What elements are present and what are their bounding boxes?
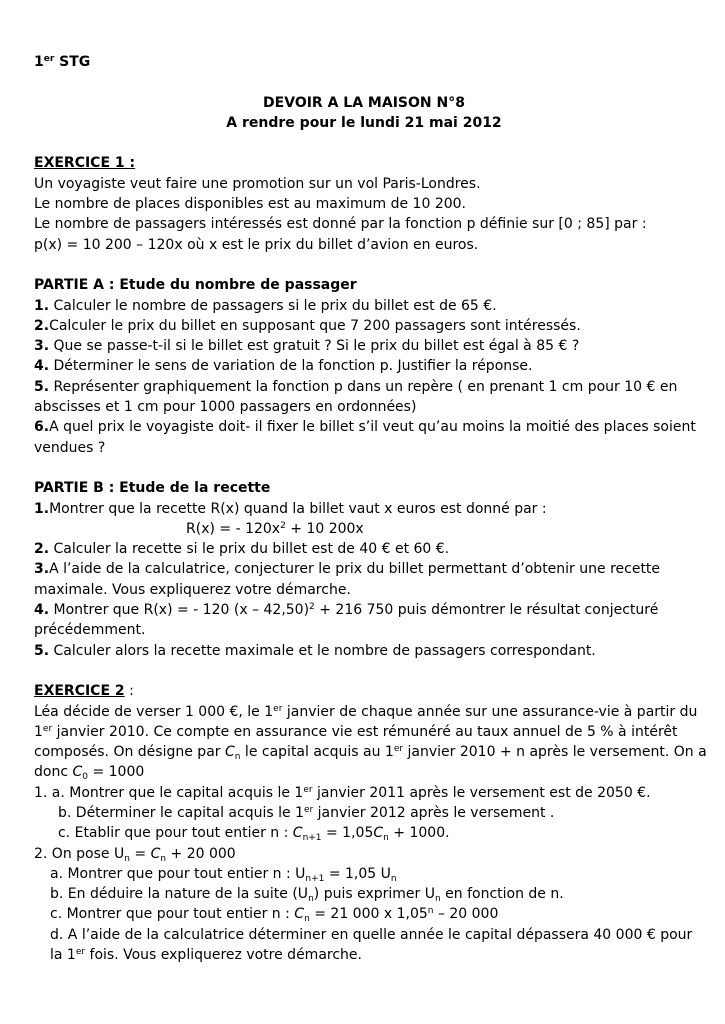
ordinal-sup: er: [273, 703, 283, 714]
question-number: 4.: [34, 602, 50, 619]
text: janvier 2010. Ce compte en assurance vie est rémunéré au taux annuel de 5 % à intérêt: [52, 723, 678, 740]
part-a-question-5: [34, 377, 694, 397]
question-text: Calculer la recette si le prix du billet est de 40 € et 60 €.: [49, 541, 450, 558]
question-text: Déterminer le sens de variation de la fonction p. Justifier la réponse.: [49, 358, 533, 375]
text: – 20 000: [433, 906, 499, 923]
text: Léa décide de verser 1 000 €, le 1: [34, 703, 274, 720]
exercise-2-heading: EXERCICE 2: [34, 683, 125, 700]
text: composés. On désigne par: [34, 744, 225, 761]
math-var: C: [292, 825, 303, 842]
math-sub: n: [160, 853, 167, 864]
question-text: + 216 750 puis démontrer le résultat conjecturé: [314, 602, 659, 619]
math-var: C: [150, 845, 161, 862]
text: 1: [34, 723, 43, 740]
text: = 21 000 x 1,05: [309, 906, 428, 923]
math-sub: n: [434, 894, 441, 905]
part-a-question-1: [34, 296, 694, 316]
question-text: A quel prix le voyagiste doit- il fixer le billet s’il veut qu’au moins la moitié des places soient: [49, 419, 696, 436]
text: 1. a. Montrer que le capital acquis le 1: [34, 784, 304, 801]
ex2-question-2d: d. A l’aide de la calculatrice déterminer en quelle année le capital dépassera 40 000 € pour: [50, 926, 693, 943]
part-a-question-4: [34, 356, 694, 376]
question-number: 4.: [34, 358, 50, 375]
math-sub: n: [304, 914, 310, 925]
question-number: 6.: [34, 419, 50, 436]
part-a-question-5-cont: abscisses et 1 cm pour 1000 passagers en ordonnées): [34, 399, 417, 416]
exercise-2-heading-line: [34, 681, 694, 701]
ex2-question-2b: [34, 884, 694, 904]
part-a-question-2: [34, 316, 694, 336]
text: c. Montrer que pour tout entier n :: [50, 906, 295, 923]
math-sub: n+1: [302, 833, 322, 844]
math-sub: n: [234, 752, 241, 763]
text: =: [129, 845, 151, 862]
question-text: Calculer le nombre de passagers si le prix du billet est de 65 €.: [49, 297, 497, 314]
part-a-heading: PARTIE A : Etude du nombre de passager: [34, 277, 357, 294]
ex2-question-1a: [34, 783, 694, 803]
text: en fonction de n.: [440, 886, 564, 903]
question-number: 5.: [34, 378, 50, 395]
question-number: 5.: [34, 642, 50, 659]
ex2-intro-line: [34, 742, 707, 763]
text: 2. On pose U: [34, 845, 125, 862]
part-b-question-1: [34, 499, 694, 519]
ex1-intro-line: p(x) = 10 200 – 120x où x est le prix du billet d’avion en euros.: [34, 236, 479, 253]
text: b. Déterminer le capital acquis le 1: [58, 804, 304, 821]
math-sub: n+1: [305, 873, 325, 884]
text: + 1000.: [388, 825, 450, 842]
question-number: 1.: [34, 297, 50, 314]
part-b-heading: PARTIE B : Etude de la recette: [34, 480, 271, 497]
class-sup: er: [43, 54, 55, 64]
text: ) puis exprimer U: [313, 886, 435, 903]
ordinal-sup: er: [303, 784, 313, 795]
math-sub: n: [308, 894, 314, 905]
ex2-question-2c: [34, 904, 694, 924]
question-text: Montrer que R(x) = - 120 (x – 42,50): [49, 602, 310, 619]
text: a. Montrer que pour tout entier n : U: [50, 865, 306, 882]
math-var: C: [224, 744, 235, 761]
text: janvier 2012 après le versement .: [313, 804, 555, 821]
text: c. Etablir que pour tout entier n :: [58, 825, 293, 842]
due-date: A rendre pour le lundi 21 mai 2012: [226, 114, 502, 131]
ex2-question-2a: [34, 864, 694, 884]
ex2-question-1b: [34, 803, 694, 823]
question-number: 2.: [34, 541, 50, 558]
formula-part: + 10 200x: [285, 520, 364, 537]
text: janvier 2010 + n après le versement. On a: [403, 744, 707, 761]
heading-colon: :: [124, 683, 134, 700]
part-b-question-4: [34, 600, 694, 620]
part-b-question-5: [34, 641, 694, 661]
math-sub: n: [390, 873, 397, 884]
math-var: C: [373, 825, 384, 842]
exercise-1-heading: EXERCICE 1 :: [34, 155, 136, 172]
question-number: 1.: [34, 500, 50, 517]
revenue-formula: [34, 519, 694, 539]
question-text: Calculer alors la recette maximale et le nombre de passagers correspondant.: [49, 642, 596, 659]
ordinal-sup: er: [303, 804, 314, 815]
ex2-intro-line: [34, 722, 694, 742]
text: la 1: [50, 947, 76, 964]
document-page: [34, 52, 707, 965]
question-text: Calculer le prix du billet en supposant que 7 200 passagers sont intéressés.: [49, 317, 581, 334]
ex2-intro-line: [34, 762, 694, 782]
question-number: 3.: [34, 338, 50, 355]
text: janvier de chaque année sur une assurance-vie à partir du: [282, 703, 698, 720]
ex2-question-2d-cont: [34, 945, 694, 965]
class-name: STG: [54, 54, 91, 70]
ex1-intro-line: Le nombre de places disponibles est au maximum de 10 200.: [34, 196, 466, 213]
math-var: C: [294, 906, 305, 923]
ex1-intro-line: Un voyagiste veut faire une promotion sur un vol Paris-Londres.: [34, 175, 481, 192]
question-text: Représenter graphiquement la fonction p dans un repère ( en prenant 1 cm pour 10 € en: [49, 378, 678, 395]
text: donc: [34, 764, 73, 781]
ex1-intro-line: Le nombre de passagers intéressés est donné par la fonction p définie sur [0 ; 85] par :: [34, 216, 647, 233]
part-a-question-6: [34, 417, 694, 437]
math-var: C: [72, 764, 83, 781]
ordinal-sup: er: [75, 947, 86, 958]
text: = 1000: [88, 764, 145, 781]
ex2-question-2: [34, 844, 694, 864]
formula-exponent: 2: [280, 520, 286, 531]
part-b-question-3-cont: maximale. Vous expliquerez votre démarche.: [34, 581, 351, 598]
question-text: Montrer que la recette R(x) quand la billet vaut x euros est donné par :: [49, 500, 547, 517]
part-a-question-6-cont: vendues ?: [34, 439, 106, 456]
formula-part: R(x) = - 120x: [186, 520, 281, 537]
part-a-question-3: [34, 336, 694, 356]
text: fois. Vous expliquerez votre démarche.: [85, 947, 362, 964]
part-b-question-4-cont: précédemment.: [34, 622, 146, 639]
question-text: A l’aide de la calculatrice, conjecturer le prix du billet permettant d’obtenir une recette: [49, 561, 661, 578]
page-title: DEVOIR A LA MAISON N°8: [263, 94, 465, 111]
class-number: 1: [34, 54, 44, 70]
ordinal-sup: er: [42, 723, 53, 734]
part-b-question-3: [34, 559, 694, 579]
math-sub: 0: [82, 772, 88, 783]
class-label: [34, 52, 694, 72]
text: + 20 000: [166, 845, 236, 862]
exponent: n: [427, 906, 434, 917]
ordinal-sup: er: [393, 744, 404, 755]
text: le capital acquis au 1: [240, 744, 394, 761]
ex2-intro-line: [34, 702, 698, 722]
text: b. En déduire la nature de la suite (U: [50, 886, 309, 903]
text: janvier 2011 après le versement est de 2050 €.: [312, 784, 651, 801]
question-number: 2.: [34, 317, 50, 334]
question-text: Que se passe-t-il si le billet est gratuit ? Si le prix du billet est égal à 85 € ?: [49, 338, 580, 355]
part-b-question-2: [34, 539, 694, 559]
math-sub: n: [124, 853, 130, 864]
math-sub: n: [383, 833, 389, 844]
ex2-question-1c: [34, 823, 694, 843]
exponent: 2: [309, 602, 315, 613]
text: = 1,05: [321, 825, 374, 842]
question-number: 3.: [34, 561, 50, 578]
text: = 1,05 U: [324, 865, 391, 882]
